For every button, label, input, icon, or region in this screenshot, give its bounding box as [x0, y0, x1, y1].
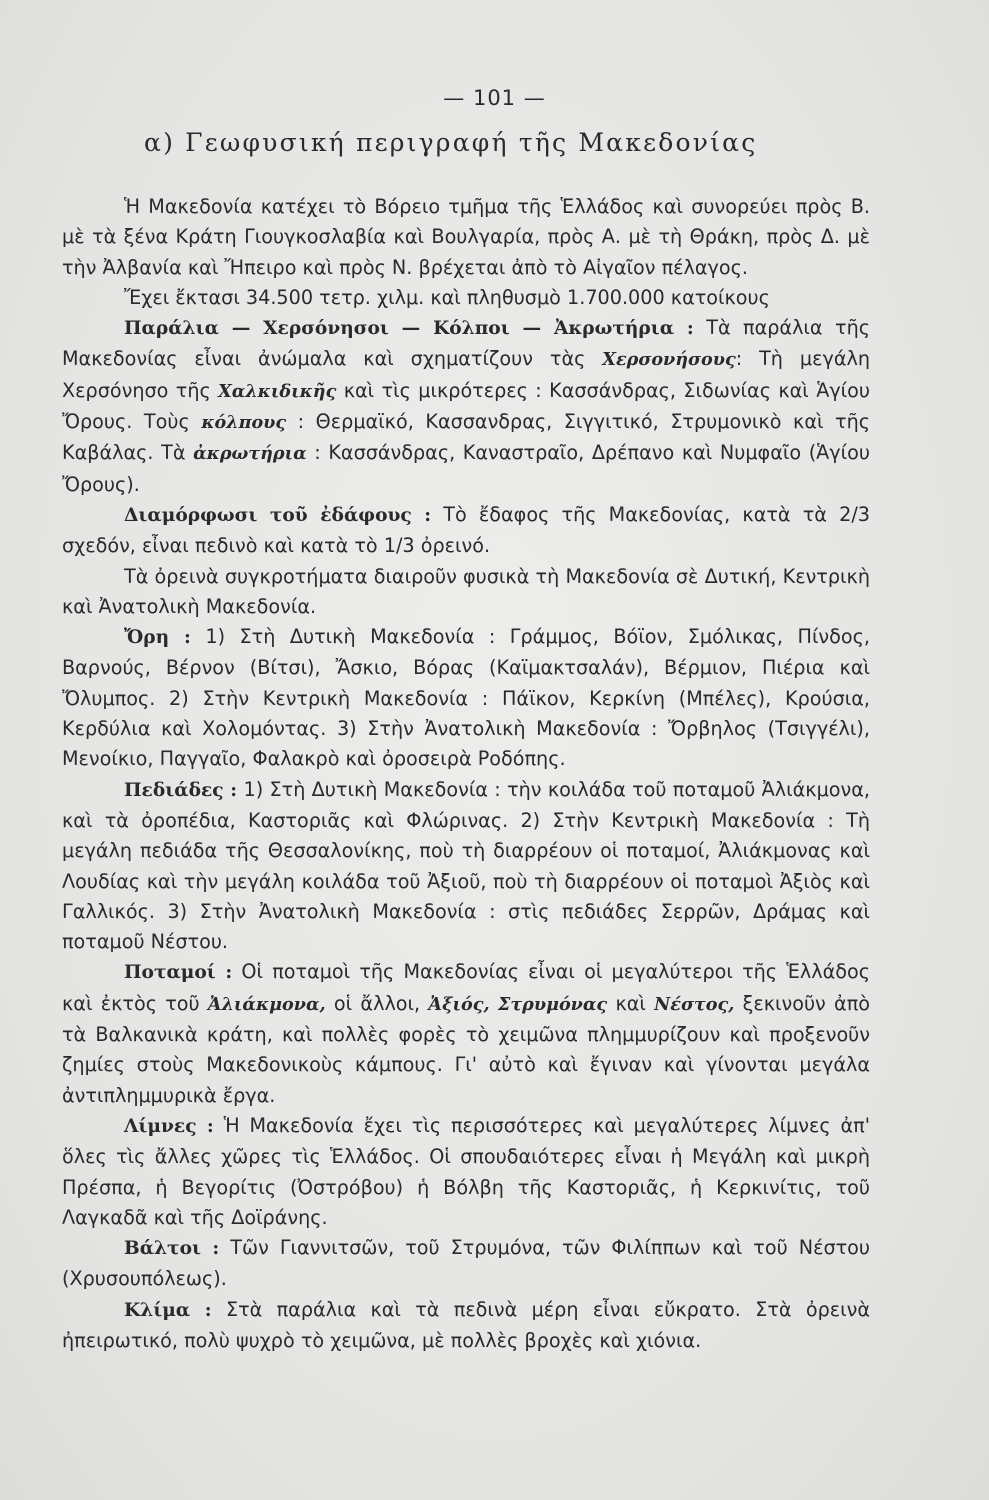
text-segment: καὶ	[607, 991, 655, 1015]
text-segment: Οἱ ποταμοὶ τῆς Μακεδονίας εἶναι οἱ μεγαλύτεροι τῆς Ἑλλάδος καὶ ἐκτὸς τοῦ	[62, 960, 870, 1015]
page-number: — 101 —	[443, 86, 546, 110]
text-segment: : Τὴ μεγάλη Χερσόνησο τῆς	[62, 347, 870, 402]
text-segment: Τὸ ἔδαφος τῆς Μακεδονίας, κατὰ τὰ 2/3 σχεδόν, εἶναι πεδινὸ καὶ κατὰ τὸ 1/3 ὀρεινό.	[62, 502, 870, 558]
text-segment: οἱ ἄλλοι,	[325, 991, 429, 1015]
text-segment: καὶ τὶς μικρότερες : Κασσάνδρας, Σιδωνίας καὶ Ἁγίου Ὄρους. Τοὺς	[62, 378, 871, 434]
text-segment: 1) Στὴ Δυτικὴ Μακεδονία : τὴν κοιλάδα τοῦ ποταμοῦ Ἀλιάκμονα, καὶ τὰ ὀροπέδια, Καστοριᾶς καὶ Φλώρινας. 2) Στὴν Κεντρικὴ Μακεδονία : Τὴ μεγάλη πεδιάδα τῆς Θεσσαλονίκης, ποὺ τὴ διαρρέουν οἱ ποταμοί, Ἀλιάκμονας καὶ Λουδίας καὶ τὴν μεγάλη κοιλάδα τοῦ Ἀξιοῦ, ποὺ τὴ διαρρέουν οἱ ποταμοὶ Ἀξιὸς καὶ Γαλλικός. 3) Στὴν Ἀνατολικὴ Μακεδονία : στὶς πεδιάδες Σερρῶν, Δράμας καὶ ποταμοῦ Νέστου.	[62, 777, 870, 954]
paragraph-coast	[62, 313, 870, 500]
heading-rivers: Ποταμοί :	[124, 962, 233, 984]
paragraph-mountains	[62, 622, 870, 774]
paragraph-marshes	[62, 1233, 870, 1295]
text-segment: Στὰ παράλια καὶ τὰ πεδινὰ μέρη εἶναι εὔκρατο. Στὰ ὀρεινὰ ἠπειρωτικό, πολὺ ψυχρὸ τὸ χειμῶνα, μὲ πολλὲς βροχὲς καὶ χιόνια.	[62, 1297, 870, 1352]
paragraph-area: Ἔχει ἔκτασι 34.500 τετρ. χιλμ. καὶ πληθυσμὸ 1.700.000 κατοίκους	[124, 285, 770, 309]
text-segment: Τῶν Γιαννιτσῶν, τοῦ Στρυμόνα, τῶν Φιλίππων καὶ τοῦ Νέστου (Χρυσουπόλεως).	[62, 1236, 870, 1291]
body-text	[62, 192, 870, 1356]
heading-plains: Πεδιάδες :	[124, 779, 238, 801]
text-segment: : Θερμαϊκό, Κασσανδρας, Σιγγιτικό, Στρυμονικὸ καὶ τῆς Καβάλας. Τὰ	[62, 410, 870, 465]
paragraph-rivers	[62, 957, 870, 1110]
paragraph-plains	[62, 775, 870, 958]
heading-coast: Παράλια — Χερσόνησοι — Κόλποι — Ἀκρωτήρια :	[124, 318, 694, 340]
text-segment: Ἡ Μακεδονία ἔχει τὶς περισσότερες καὶ μεγαλύτερες λίμνες ἀπ' ὅλες τὶς ἄλλες χῶρες τὶς Ἑλλάδος. Οἱ σπουδαιότερες εἶναι ἡ Μεγάλη καὶ μικρὴ Πρέσπα, ἡ Βεγορίτις (Ὀστρόβου) ἡ Βόλβη τῆς Καστοριᾶς, ἡ Κερκινίτις, τοῦ Λαγκαδᾶ καὶ τῆς Δοϊράνης.	[62, 1113, 870, 1229]
heading-marshes: Βάλτοι :	[124, 1238, 220, 1260]
text-segment: : Κασσάνδρας, Καναστραῖο, Δρέπανο καὶ Νυμφαῖο (Ἁγίου Ὄρους).	[62, 441, 870, 496]
paragraph-mountain-groups: Τὰ ὀρεινὰ συγκροτήματα διαιροῦν φυσικὰ τὴ Μακεδονία σὲ Δυτική, Κεντρικὴ καὶ Ἀνατολικὴ Μακεδονία.	[62, 564, 870, 618]
text-segment: Τὰ παράλια τῆς Μακεδονίας εἶναι ἀνώμαλα καὶ σχηματίζουν τὰς	[62, 316, 870, 371]
emphasis-gulfs: κόλπους	[201, 412, 287, 434]
text-segment: 1) Στὴ Δυτικὴ Μακεδονία : Γράμμος, Βόϊον, Σμόλικας, Πίνδος, Βαρνούς, Βέρνον (Βίτσι), Ἄσκιο, Βόρας (Καϊμακτσαλάν), Βέρμιον, Πιέρια καὶ Ὄλυμπος. 2) Στὴν Κεντρικὴ Μακεδονία : Πάϊκον, Κερκίνη (Μπέλες), Κρούσια, Κερδύλια καὶ Χολομόντας. 3) Στὴν Ἀνατολικὴ Μακεδονία : Ὄρβηλος (Τσιγγέλι), Μενοίκιο, Παγγαῖο, Φαλακρὸ καὶ ὀροσειρὰ Ροδόπης.	[62, 625, 870, 771]
text-segment: ξεκινοῦν ἀπὸ τὰ Βαλκανικὰ κράτη, καὶ πολλὲς φορὲς τὸ χειμῶνα πλημμυρίζουν καὶ προξενοῦν ζημίες στοὺς Μακεδονικοὺς κάμπους. Γι' αὐτὸ καὶ ἔγιναν καὶ γίνονται μεγάλα ἀντιπλημμυρικὰ ἔργα.	[62, 991, 870, 1107]
emphasis-nestos: Νέστος,	[654, 993, 735, 1015]
paragraph-relief	[62, 500, 870, 562]
emphasis-peninsulas: Χερσονήσους	[602, 349, 736, 371]
emphasis-aliakmonas: Ἀλιάκμονα,	[207, 993, 326, 1015]
heading-relief: Διαμόρφωσι τοῦ ἐδάφους :	[124, 504, 432, 526]
emphasis-capes: ἀκρωτήρια	[193, 443, 307, 465]
emphasis-chalkidiki: Χαλκιδικῆς	[218, 380, 337, 402]
section-title: α) Γεωφυσική περιγραφή τῆς Μακεδονίας	[144, 128, 758, 157]
emphasis-axios-strymonas: Ἀξιός, Στρυμόνας	[428, 993, 608, 1015]
heading-mountains: Ὄρη :	[124, 627, 191, 649]
heading-climate: Κλίμα :	[124, 1299, 212, 1321]
paragraph-climate	[62, 1295, 870, 1357]
heading-lakes: Λίμνες :	[124, 1115, 214, 1137]
paragraph-intro: Ἡ Μακεδονία κατέχει τὸ Βόρειο τμῆμα τῆς Ἑλλάδος καὶ συνορεύει πρὸς Β. μὲ τὰ ξένα Κράτη Γιουγκοσλαβία καὶ Βουλγαρία, πρὸς Α. μὲ τὴ Θράκη, πρὸς Δ. μὲ τὴν Ἀλβανία καὶ Ἤπειρο καὶ πρὸς Ν. βρέχεται ἀπὸ τὸ Αἰγαῖον πέλαγος.	[62, 195, 870, 279]
paragraph-lakes	[62, 1111, 870, 1233]
